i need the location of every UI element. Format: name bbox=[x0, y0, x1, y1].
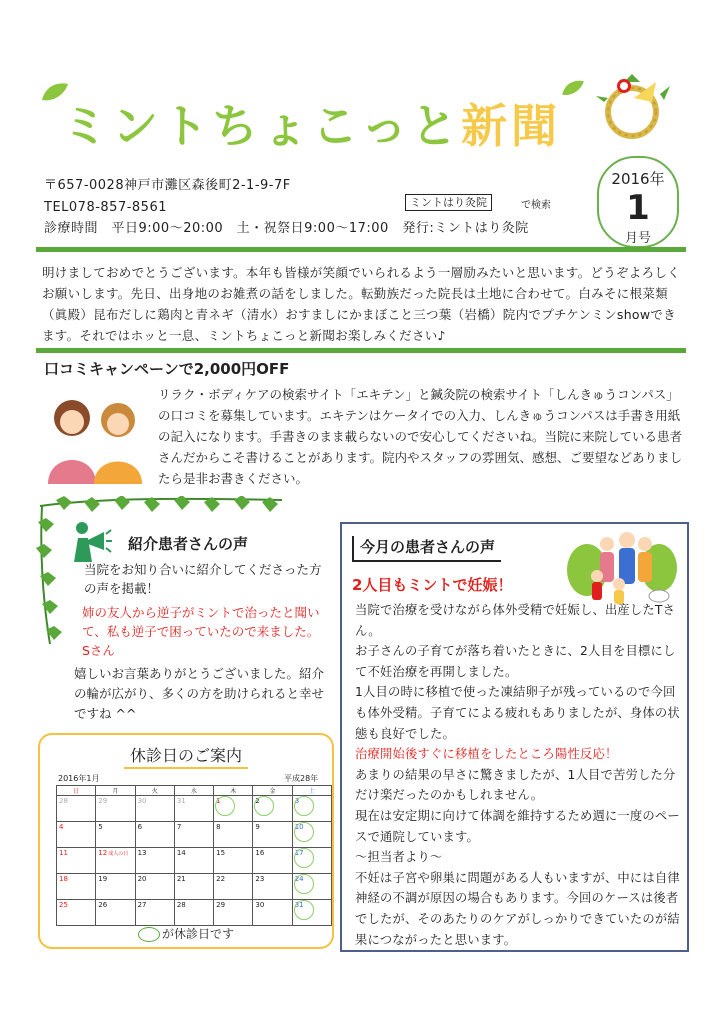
calendar-day: 26 bbox=[96, 900, 135, 926]
closed-day-ring-icon bbox=[138, 927, 160, 942]
calendar-day: 11 bbox=[57, 848, 96, 874]
referral-heading: 紹介患者さんの声 bbox=[128, 535, 249, 553]
clinic-phone: TEL078-857-8561 bbox=[44, 200, 167, 215]
weekday-fri: 金 bbox=[253, 786, 292, 796]
calendar-day-closed: 31 bbox=[292, 900, 331, 926]
calendar-day-closed: 24 bbox=[292, 874, 331, 900]
calendar-day: 13 bbox=[135, 848, 174, 874]
calendar-day: 19 bbox=[96, 874, 135, 900]
family-illustration bbox=[567, 530, 677, 606]
calendar-day: 31 bbox=[174, 796, 213, 822]
weekday-thu: 木 bbox=[214, 786, 253, 796]
calendar-day: 30 bbox=[135, 796, 174, 822]
voice-paragraph: お子さんの子育てが落ち着いたときに、2人目を目標にして不妊治療を再開しました。 bbox=[355, 644, 676, 679]
calendar-day: 28 bbox=[57, 796, 96, 822]
calendar-day: 14 bbox=[174, 848, 213, 874]
clinic-address: 〒657-0028神戸市灘区森後町2-1-9-7F bbox=[44, 178, 291, 193]
holiday-label: 成人の日 bbox=[108, 851, 129, 857]
campaign-title: 口コミキャンペーンで2,000円OFF bbox=[44, 360, 290, 378]
weekday-sun: 日 bbox=[57, 786, 96, 796]
issue-badge bbox=[597, 156, 679, 248]
calendar-day: 27 bbox=[135, 900, 174, 926]
voice-highlight: 治療開始後すぐに移植をしたところ陽性反応！ bbox=[355, 747, 618, 762]
referral-reply: 嬉しいお言葉ありがとうございました。紹介の輪が広がり、多くの方を助けられると幸せですね ^^ bbox=[74, 666, 325, 721]
calendar-day: 28 bbox=[174, 900, 213, 926]
calendar-day: 5 bbox=[96, 822, 135, 848]
calendar-year-month: 2016年1月 bbox=[58, 774, 100, 783]
calendar-day: 29 bbox=[214, 900, 253, 926]
leaf-icon bbox=[560, 78, 586, 98]
calendar-day-closed: 1 bbox=[214, 796, 253, 822]
calendar-day: 7 bbox=[174, 822, 213, 848]
closed-days-calendar bbox=[38, 733, 334, 949]
weekday-mon: 月 bbox=[96, 786, 135, 796]
campaign-body: リラク・ボディケアの検索サイト「エキテン」と鍼灸院の検索サイト「しんきゅうコンパス」の口コミを募集しています。エキテンはケータイでの入力、しんきゅうコンパスは手書き用紙の記入になります。手書きのまま載らないので安心してくださいね。当院に来院している患者さんだからこそ書けることがあります。院内やスタッフの雰囲気、感想、ご要望などありましたら是非お書きください。 bbox=[158, 387, 683, 486]
voice-paragraph: 当院で治療を受けながら体外受精で妊娠し、出産したTさん。 bbox=[355, 603, 676, 638]
weekday-sat: 土 bbox=[292, 786, 331, 796]
calendar-day: 4 bbox=[57, 822, 96, 848]
calendar-day-closed: 10 bbox=[292, 822, 331, 848]
newsletter-title: ミントちょこっと新聞 bbox=[62, 99, 562, 153]
calendar-day: 29 bbox=[96, 796, 135, 822]
patient-voice-heading: 今月の患者さんの声 bbox=[352, 536, 501, 562]
clinic-hours: 診療時間 平日9:00～20:00 土・祝祭日9:00～17:00 発行:ミントはり灸院 bbox=[44, 221, 529, 236]
calendar-day: 30 bbox=[253, 900, 292, 926]
calendar-day: 23 bbox=[253, 874, 292, 900]
weekday-tue: 火 bbox=[135, 786, 174, 796]
issue-year: 2016年 bbox=[611, 170, 665, 188]
search-keyword-box: ミントはり灸院 bbox=[405, 194, 492, 211]
intro-greeting: 明けましておめでとうございます。本年も皆様が笑顔でいられるよう一層励みたいと思います。どうぞよろしくお願いします。先日、出身地のお雑煮の話をしました。転勤族だった院長は土地に合わせて。白みそに根菜類（眞殿）昆布だしに鶏肉と青ネギ（清水）おすましにかまぼこと三つ葉（岩橋）院内でプチケンミンshowできます。それではホッと一息、ミントちょこっと新聞お楽しみください♪ bbox=[42, 265, 681, 343]
shimekazari-wreath-icon bbox=[594, 72, 672, 142]
issue-suffix: 月号 bbox=[624, 231, 651, 246]
megaphone-person-icon bbox=[70, 520, 112, 562]
divider bbox=[36, 348, 686, 353]
voice-paragraph: 現在は安定期に向けて体調を維持するため週に一度のペースで通院しています。 bbox=[355, 808, 680, 844]
staff-comment-label: ～担当者より～ bbox=[355, 850, 443, 865]
calendar-day: 15 bbox=[214, 848, 253, 874]
patient-voice-body bbox=[355, 600, 685, 950]
divider bbox=[36, 247, 686, 252]
calendar-day: 25 bbox=[57, 900, 96, 926]
calendar-day: 18 bbox=[57, 874, 96, 900]
staff-comment: 不妊は子宮や卵巣に問題がある人もいますが、中には自律神経の不調が原因の場合もあります。今回のケースは後者でしたが、そのあたりのケアがしっかりできていたのが結果につながったと思います。 bbox=[355, 870, 680, 947]
calendar-title: 休診日のご案内 bbox=[40, 743, 332, 769]
patient-voice-subheading: 2人目もミントで妊娠！ bbox=[352, 576, 513, 594]
calendar-day-closed: 2 bbox=[253, 796, 292, 822]
referral-quote: 姉の友人から逆子がミントで治ったと聞いて、私も逆子で困っていたので来ました。Sさん bbox=[82, 605, 320, 658]
two-women-illustration bbox=[40, 392, 150, 484]
calendar-legend: が休診日です bbox=[40, 925, 332, 942]
issue-month: 1 bbox=[626, 188, 650, 228]
calendar-day: 8 bbox=[214, 822, 253, 848]
calendar-day: 22 bbox=[214, 874, 253, 900]
calendar-era: 平成28年 bbox=[284, 774, 319, 783]
calendar-day: 9 bbox=[253, 822, 292, 848]
calendar-day-closed: 17 bbox=[292, 848, 331, 874]
calendar-day: 21 bbox=[174, 874, 213, 900]
calendar-grid bbox=[56, 785, 332, 926]
search-suffix: で検索 bbox=[521, 200, 551, 211]
calendar-day: 6 bbox=[135, 822, 174, 848]
calendar-day: 16 bbox=[253, 848, 292, 874]
weekday-wed: 水 bbox=[174, 786, 213, 796]
patient-voice-panel bbox=[340, 522, 689, 952]
calendar-day-holiday: 12 成人の日 bbox=[96, 848, 135, 874]
calendar-day-closed: 3 bbox=[292, 796, 331, 822]
calendar-day: 20 bbox=[135, 874, 174, 900]
voice-paragraph: あまりの結果の早さに驚きましたが、1人目で苦労した分だけ楽だったのかもしれません。 bbox=[355, 767, 676, 803]
voice-paragraph: 1人目の時に移植で使った凍結卵子が残っているので今回も体外受精。子育てによる疲れもありましたが、身体の状態も良好でした。 bbox=[355, 685, 680, 741]
referral-intro: 当院をお知り合いに紹介してくださった方の声を掲載！ bbox=[84, 562, 322, 596]
